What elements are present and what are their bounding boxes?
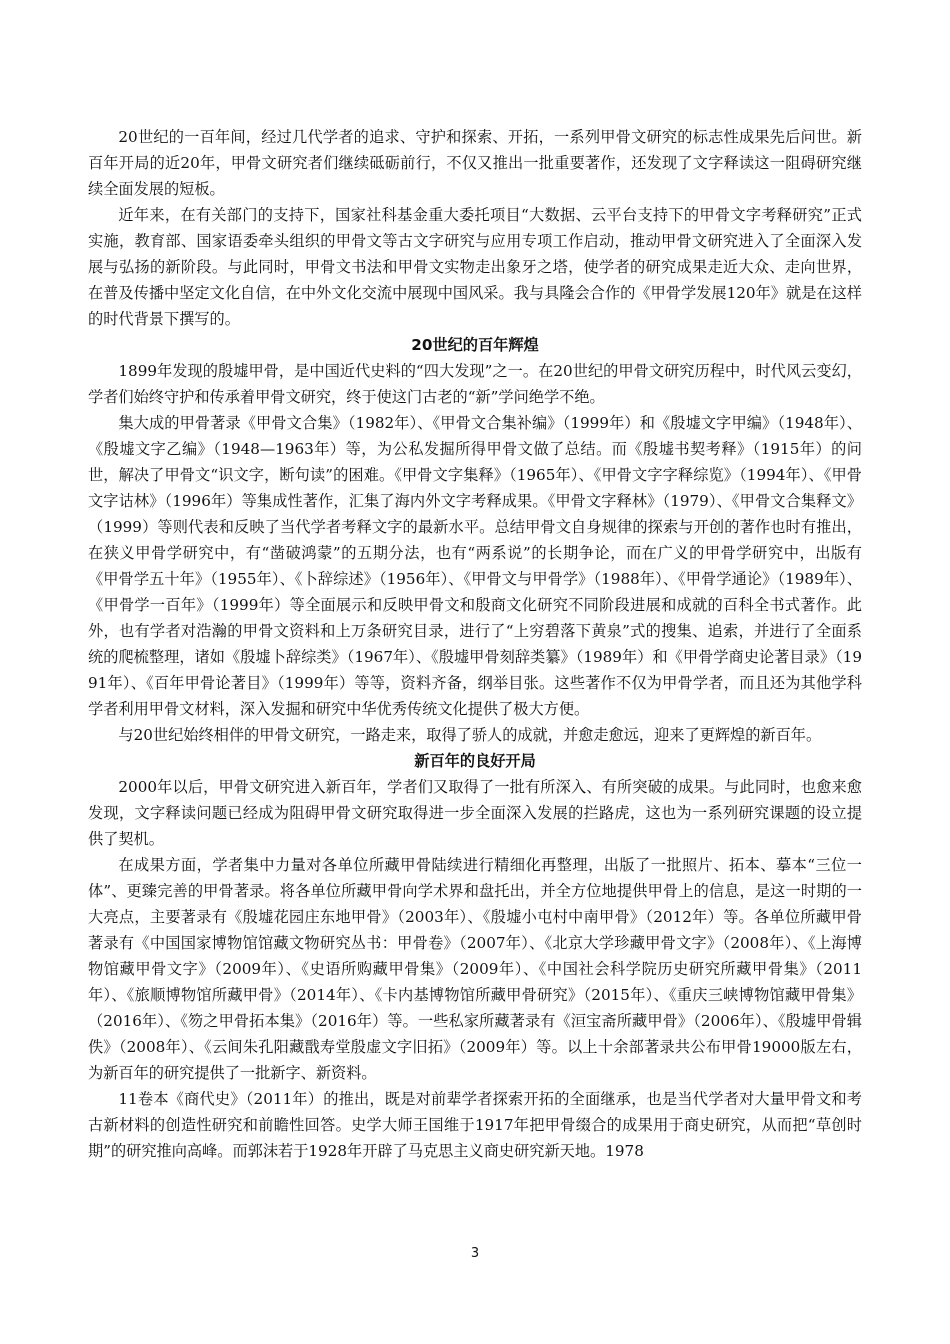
section-2-heading: 新百年的良好开局 [414, 752, 536, 770]
page-number: 3 [470, 1246, 480, 1261]
document-body [88, 124, 862, 1164]
section-1-paragraph-1: 1899年发现的殷墟甲骨，是中国近代史料的“四大发现”之一。在20世纪的甲骨文研究历程中，时代风云变幻，学者们始终守护和传承着甲骨文研究，终于使这门古老的“新”学问绝学不绝。 [88, 362, 862, 406]
intro-paragraph-2: 近年来，在有关部门的支持下，国家社科基金重大委托项目“大数据、云平台支持下的甲骨文字考释研究”正式实施，教育部、国家语委牵头组织的甲骨文等古文字研究与应用专项工作启动，推动甲骨文研究进入了全面深入发展与弘扬的新阶段。与此同时，甲骨文书法和甲骨文实物走出象牙之塔，使学者的研究成果走近大众、走向世界，在普及传播中坚定文化自信，在中外文化交流中展现中国风采。我与具隆会合作的《甲骨学发展120年》就是在这样的时代背景下撰写的。 [88, 206, 862, 328]
section-1-heading: 20世纪的百年辉煌 [411, 336, 539, 354]
section-1-paragraph-3: 与20世纪始终相伴的甲骨文研究，一路走来，取得了骄人的成就，并愈走愈远，迎来了更辉煌的新百年。 [118, 726, 822, 744]
section-2-paragraph-3: 11卷本《商代史》（2011年）的推出，既是对前辈学者探索开拓的全面继承，也是当代学者对大量甲骨文和考古新材料的创造性研究和前瞻性回答。史学大师王国维于1917年把甲骨缀合的成果用于商史研究，从而把“草创时期”的研究推向高峰。而郭沫若于1928年开辟了马克思主义商史研究新天地。1978 [88, 1090, 862, 1160]
section-2-paragraph-2: 在成果方面，学者集中力量对各单位所藏甲骨陆续进行精细化再整理，出版了一批照片、拓本、摹本“三位一体”、更臻完善的甲骨著录。将各单位所藏甲骨向学术界和盘托出，并全方位地提供甲骨上的信息，是这一时期的一大亮点，主要著录有《殷墟花园庄东地甲骨》（2003年）、《殷墟小屯村中南甲骨》（2012年）等。各单位所藏甲骨著录有《中国国家博物馆馆藏文物研究丛书：甲骨卷》（2007年）、《北京大学珍藏甲骨文字》（2008年）、《上海博物馆藏甲骨文字》（2009年）、《史语所购藏甲骨集》（2009年）、《中国社会科学院历史研究所藏甲骨集》（2011年）、《旅顺博物馆所藏甲骨》（2014年）、《卡内基博物馆所藏甲骨研究》（2015年）、《重庆三峡博物馆藏甲骨集》（2016年）、《笏之甲骨拓本集》（2016年）等。一些私家所藏著录有《洹宝斋所藏甲骨》（2006年）、《殷墟甲骨辑佚》（2008年）、《云间朱孔阳藏戬寿堂殷虚文字旧拓》（2009年）等。以上十余部著录共公布甲骨19000版左右，为新百年的研究提供了一批新字、新资料。 [88, 856, 862, 1082]
section-1-paragraph-2: 集大成的甲骨著录《甲骨文合集》（1982年）、《甲骨文合集补编》（1999年）和《殷墟文字甲编》（1948年）、《殷墟文字乙编》（1948—1963年）等，为公私发掘所得甲骨文做了总结。而《殷墟书契考释》（1915年）的问世，解决了甲骨文“识文字，断句读”的困难。《甲骨文字集释》（1965年）、《甲骨文字字释综览》（1994年）、《甲骨文字诂林》（1996年）等集成性著作，汇集了海内外文字考释成果。《甲骨文字释林》（1979）、《甲骨文合集释文》（1999）等则代表和反映了当代学者考释文字的最新水平。总结甲骨文自身规律的探索与开创的著作也时有推出，在狭义甲骨学研究中，有“凿破鸿蒙”的五期分法，也有“两系说”的长期争论，而在广义的甲骨学研究中，出版有《甲骨学五十年》（1955年）、《卜辞综述》（1956年）、《甲骨文与甲骨学》（1988年）、《甲骨学通论》（1989年）、《甲骨学一百年》（1999年）等全面展示和反映甲骨文和殷商文化研究不同阶段进展和成就的百科全书式著作。此外，也有学者对浩瀚的甲骨文资料和上万条研究目录，进行了“上穷碧落下黄泉”式的搜集、追索，并进行了全面系统的爬梳整理，诸如《殷墟卜辞综类》（1967年）、《殷墟甲骨刻辞类纂》（1989年）和《甲骨学商史论著目录》（1991年）、《百年甲骨论著目》（1999年）等等，资料齐备，纲举目张。这些著作不仅为甲骨学者，而且还为其他学科学者利用甲骨文材料，深入发掘和研究中华优秀传统文化提供了极大方便。 [88, 414, 862, 718]
section-2-paragraph-1: 2000年以后，甲骨文研究进入新百年，学者们又取得了一批有所深入、有所突破的成果。与此同时，也愈来愈发现，文字释读问题已经成为阻碍甲骨文研究取得进一步全面深入发展的拦路虎，这也为一系列研究课题的设立提供了契机。 [88, 778, 862, 848]
intro-paragraph-1: 20世纪的一百年间，经过几代学者的追求、守护和探索、开拓，一系列甲骨文研究的标志性成果先后问世。新百年开局的近20年，甲骨文研究者们继续砥砺前行，不仅又推出一批重要著作，还发现了文字释读这一阻碍研究继续全面发展的短板。 [88, 128, 862, 198]
